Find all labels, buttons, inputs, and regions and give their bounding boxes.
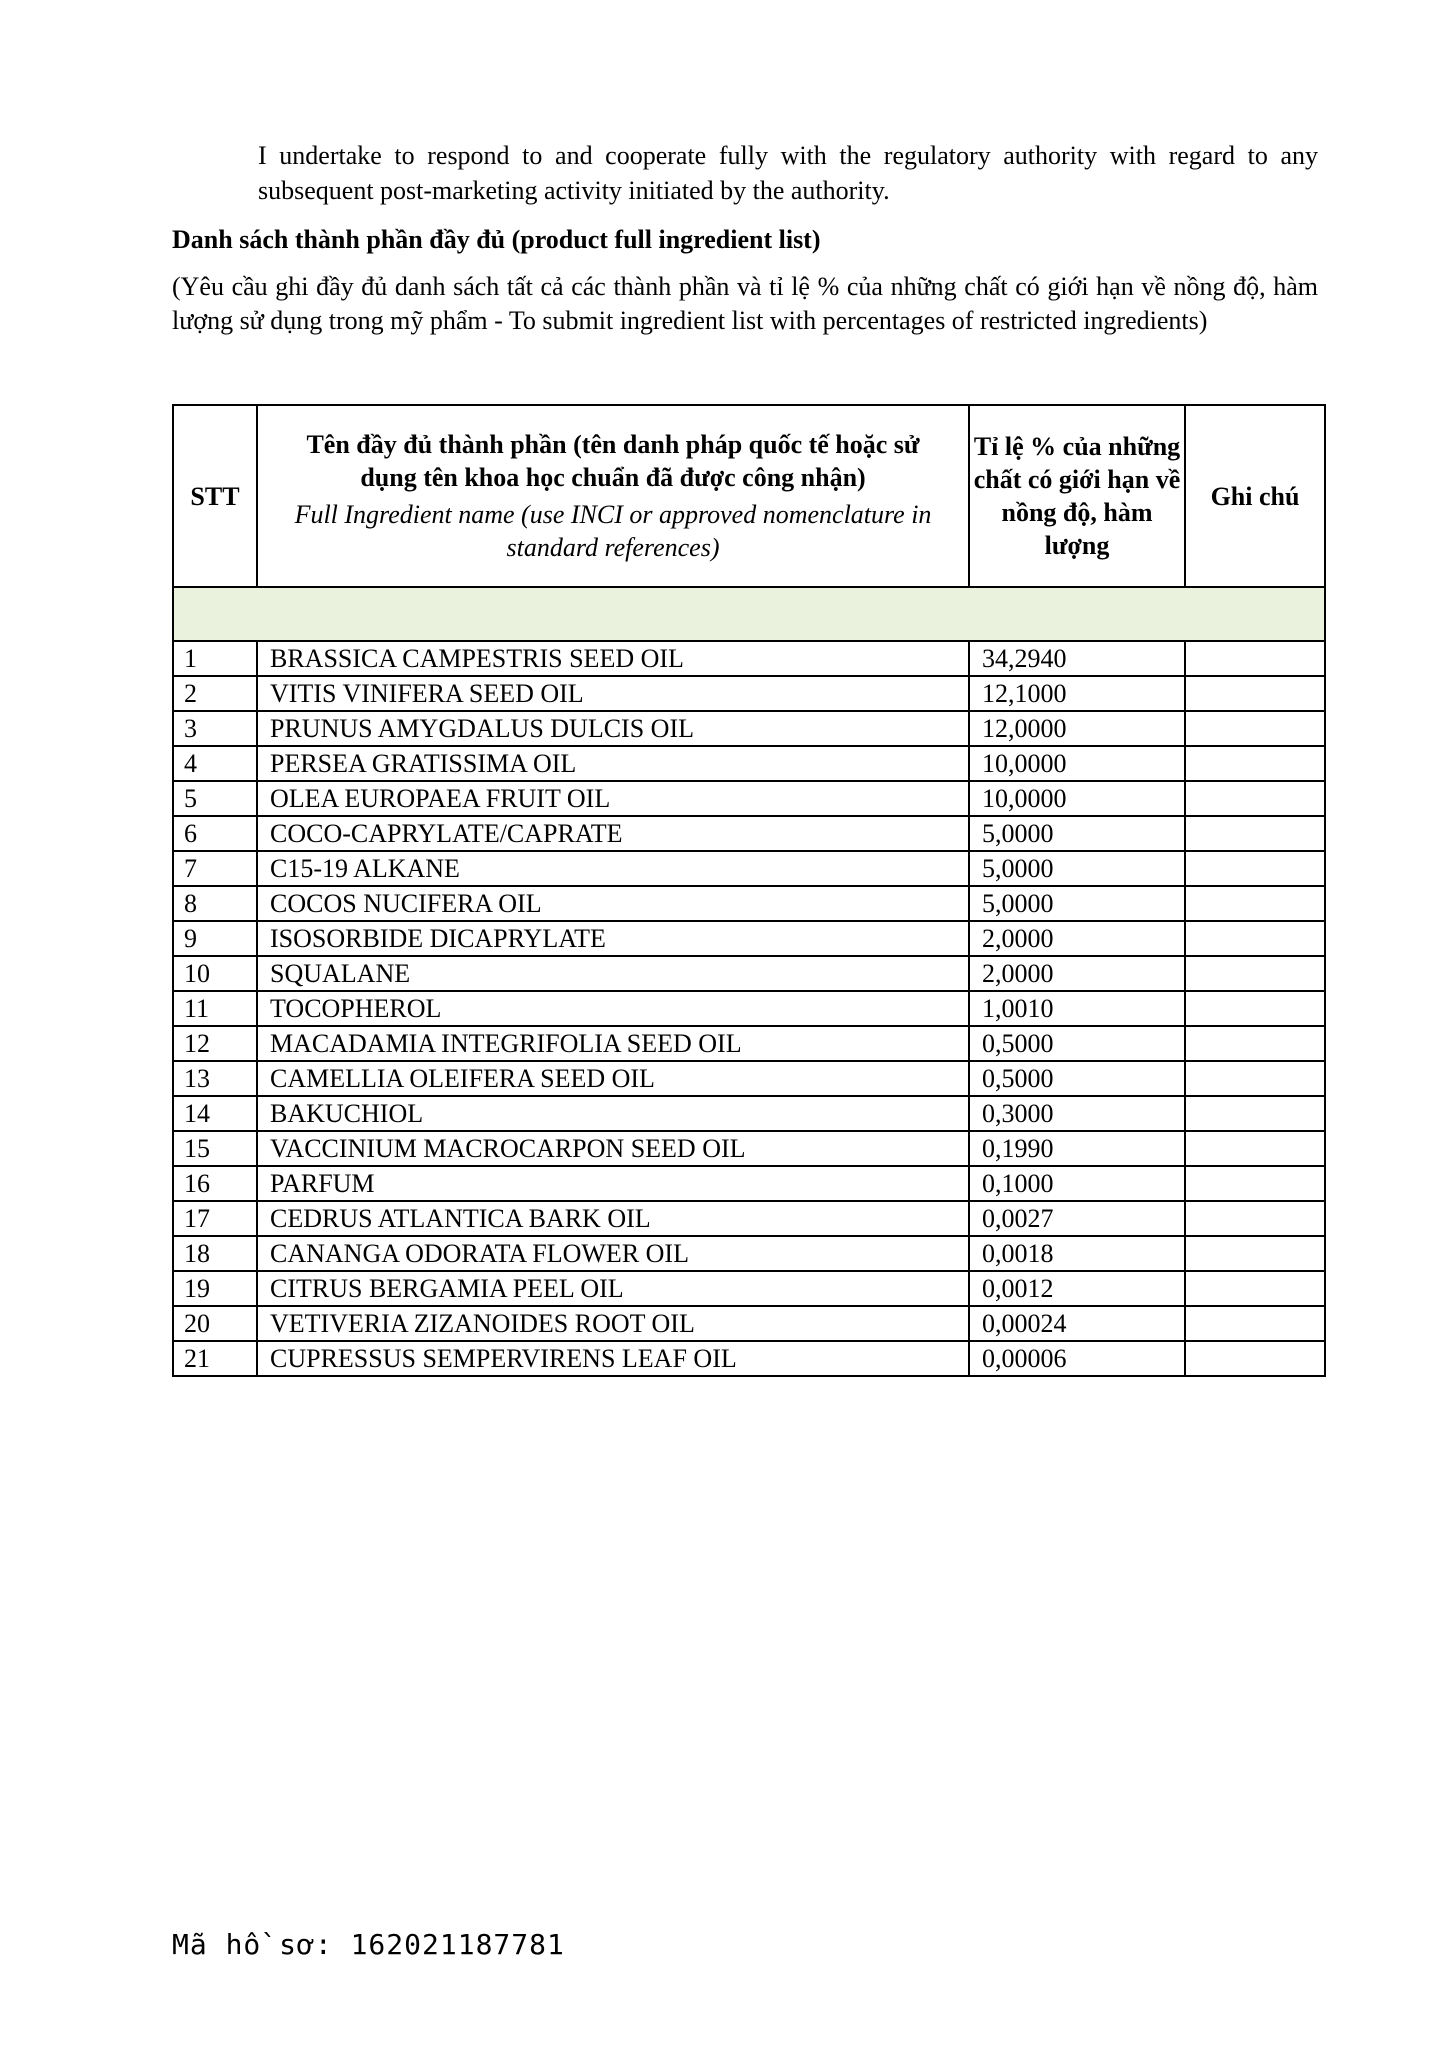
row-note xyxy=(1185,1026,1325,1061)
row-stt: 4 xyxy=(173,746,257,781)
row-note xyxy=(1185,1061,1325,1096)
dossier-code: Mã hồ sơ: 162021187781 xyxy=(172,1928,565,1961)
row-ingredient-name: CITRUS BERGAMIA PEEL OIL xyxy=(257,1271,969,1306)
row-note xyxy=(1185,1131,1325,1166)
row-note xyxy=(1185,921,1325,956)
row-ingredient-name: C15-19 ALKANE xyxy=(257,851,969,886)
row-percentage: 5,0000 xyxy=(969,886,1185,921)
header-ingredient-name xyxy=(257,405,969,587)
row-note xyxy=(1185,991,1325,1026)
row-stt: 10 xyxy=(173,956,257,991)
row-percentage: 0,1000 xyxy=(969,1166,1185,1201)
table-row xyxy=(173,1236,1325,1271)
row-note xyxy=(1185,1166,1325,1201)
table-row xyxy=(173,781,1325,816)
row-note xyxy=(1185,956,1325,991)
row-percentage: 12,1000 xyxy=(969,676,1185,711)
row-stt: 1 xyxy=(173,641,257,676)
header-stt: STT xyxy=(173,405,257,587)
table-row xyxy=(173,1201,1325,1236)
table-row xyxy=(173,1166,1325,1201)
row-note xyxy=(1185,1306,1325,1341)
row-stt: 17 xyxy=(173,1201,257,1236)
row-note xyxy=(1185,711,1325,746)
row-note xyxy=(1185,886,1325,921)
row-ingredient-name: SQUALANE xyxy=(257,956,969,991)
table-row xyxy=(173,746,1325,781)
row-stt: 14 xyxy=(173,1096,257,1131)
row-stt: 6 xyxy=(173,816,257,851)
row-percentage: 10,0000 xyxy=(969,746,1185,781)
row-percentage: 12,0000 xyxy=(969,711,1185,746)
row-note xyxy=(1185,1201,1325,1236)
row-percentage: 2,0000 xyxy=(969,921,1185,956)
row-percentage: 0,0027 xyxy=(969,1201,1185,1236)
row-stt: 2 xyxy=(173,676,257,711)
row-ingredient-name: PARFUM xyxy=(257,1166,969,1201)
row-percentage: 0,3000 xyxy=(969,1096,1185,1131)
row-ingredient-name: COCOS NUCIFERA OIL xyxy=(257,886,969,921)
table-row xyxy=(173,1341,1325,1376)
row-percentage: 0,0018 xyxy=(969,1236,1185,1271)
row-ingredient-name: VITIS VINIFERA SEED OIL xyxy=(257,676,969,711)
table-body xyxy=(173,587,1325,1376)
row-ingredient-name: CANANGA ODORATA FLOWER OIL xyxy=(257,1236,969,1271)
row-stt: 21 xyxy=(173,1341,257,1376)
row-percentage: 10,0000 xyxy=(969,781,1185,816)
row-percentage: 1,0010 xyxy=(969,991,1185,1026)
row-percentage: 0,0012 xyxy=(969,1271,1185,1306)
ingredient-table xyxy=(172,404,1326,1377)
header-name-en: Full Ingredient name (use INCI or approved nomenclature in standard references) xyxy=(294,500,932,562)
row-note xyxy=(1185,851,1325,886)
row-note xyxy=(1185,1236,1325,1271)
row-note xyxy=(1185,746,1325,781)
row-ingredient-name: BAKUCHIOL xyxy=(257,1096,969,1131)
table-row xyxy=(173,711,1325,746)
table-row xyxy=(173,921,1325,956)
row-note xyxy=(1185,1341,1325,1376)
row-stt: 9 xyxy=(173,921,257,956)
row-note xyxy=(1185,1096,1325,1131)
row-note xyxy=(1185,676,1325,711)
row-stt: 8 xyxy=(173,886,257,921)
row-ingredient-name: CAMELLIA OLEIFERA SEED OIL xyxy=(257,1061,969,1096)
row-percentage: 5,0000 xyxy=(969,816,1185,851)
row-percentage: 0,5000 xyxy=(969,1061,1185,1096)
table-row xyxy=(173,1096,1325,1131)
row-ingredient-name: BRASSICA CAMPESTRIS SEED OIL xyxy=(257,641,969,676)
header-percentage: Tỉ lệ % của những chất có giới hạn về nồng độ, hàm lượng xyxy=(969,405,1185,587)
row-ingredient-name: MACADAMIA INTEGRIFOLIA SEED OIL xyxy=(257,1026,969,1061)
row-note xyxy=(1185,816,1325,851)
table-row xyxy=(173,641,1325,676)
header-name-vi: Tên đầy đủ thành phần (tên danh pháp quốc tế hoặc sử dụng tên khoa học chuẩn đã được công nhận) xyxy=(306,430,920,492)
row-percentage: 0,1990 xyxy=(969,1131,1185,1166)
table-row xyxy=(173,886,1325,921)
table-row xyxy=(173,1271,1325,1306)
row-stt: 18 xyxy=(173,1236,257,1271)
row-ingredient-name: OLEA EUROPAEA FRUIT OIL xyxy=(257,781,969,816)
row-ingredient-name: PRUNUS AMYGDALUS DULCIS OIL xyxy=(257,711,969,746)
row-ingredient-name: CEDRUS ATLANTICA BARK OIL xyxy=(257,1201,969,1236)
undertaking-statement: I undertake to respond to and cooperate fully with the regulatory authority with regard to any subsequent post-marketing activity initiated by the authority. xyxy=(258,141,1318,205)
table-row xyxy=(173,1306,1325,1341)
row-stt: 16 xyxy=(173,1166,257,1201)
shaded-band-cell xyxy=(173,587,1325,641)
row-note xyxy=(1185,641,1325,676)
table-row xyxy=(173,676,1325,711)
row-percentage: 2,0000 xyxy=(969,956,1185,991)
row-percentage: 0,5000 xyxy=(969,1026,1185,1061)
row-stt: 19 xyxy=(173,1271,257,1306)
row-stt: 7 xyxy=(173,851,257,886)
row-stt: 12 xyxy=(173,1026,257,1061)
row-ingredient-name: CUPRESSUS SEMPERVIRENS LEAF OIL xyxy=(257,1341,969,1376)
row-note xyxy=(1185,781,1325,816)
row-stt: 13 xyxy=(173,1061,257,1096)
section-title: Danh sách thành phần đầy đủ (product full ingredient list) xyxy=(172,225,821,254)
row-stt: 20 xyxy=(173,1306,257,1341)
shaded-band-row xyxy=(173,587,1325,641)
table-row xyxy=(173,956,1325,991)
header-note: Ghi chú xyxy=(1185,405,1325,587)
table-row xyxy=(173,1026,1325,1061)
row-note xyxy=(1185,1271,1325,1306)
table-row xyxy=(173,1061,1325,1096)
row-ingredient-name: ISOSORBIDE DICAPRYLATE xyxy=(257,921,969,956)
row-stt: 5 xyxy=(173,781,257,816)
row-percentage: 0,00006 xyxy=(969,1341,1185,1376)
table-row xyxy=(173,1131,1325,1166)
row-percentage: 5,0000 xyxy=(969,851,1185,886)
row-stt: 3 xyxy=(173,711,257,746)
row-ingredient-name: VETIVERIA ZIZANOIDES ROOT OIL xyxy=(257,1306,969,1341)
row-ingredient-name: PERSEA GRATISSIMA OIL xyxy=(257,746,969,781)
table-row xyxy=(173,816,1325,851)
row-stt: 15 xyxy=(173,1131,257,1166)
table-header-row xyxy=(173,405,1325,587)
row-ingredient-name: VACCINIUM MACROCARPON SEED OIL xyxy=(257,1131,969,1166)
table-row xyxy=(173,851,1325,886)
table-row xyxy=(173,991,1325,1026)
row-ingredient-name: COCO-CAPRYLATE/CAPRATE xyxy=(257,816,969,851)
row-percentage: 0,00024 xyxy=(969,1306,1185,1341)
instruction-note: (Yêu cầu ghi đầy đủ danh sách tất cả các thành phần và tỉ lệ % của những chất có giới hạn về nồng độ, hàm lượng sử dụng trong mỹ phẩm - To submit ingredient list with percentages of restricted ingredients) xyxy=(172,272,1318,335)
row-percentage: 34,2940 xyxy=(969,641,1185,676)
row-stt: 11 xyxy=(173,991,257,1026)
row-ingredient-name: TOCOPHEROL xyxy=(257,991,969,1026)
